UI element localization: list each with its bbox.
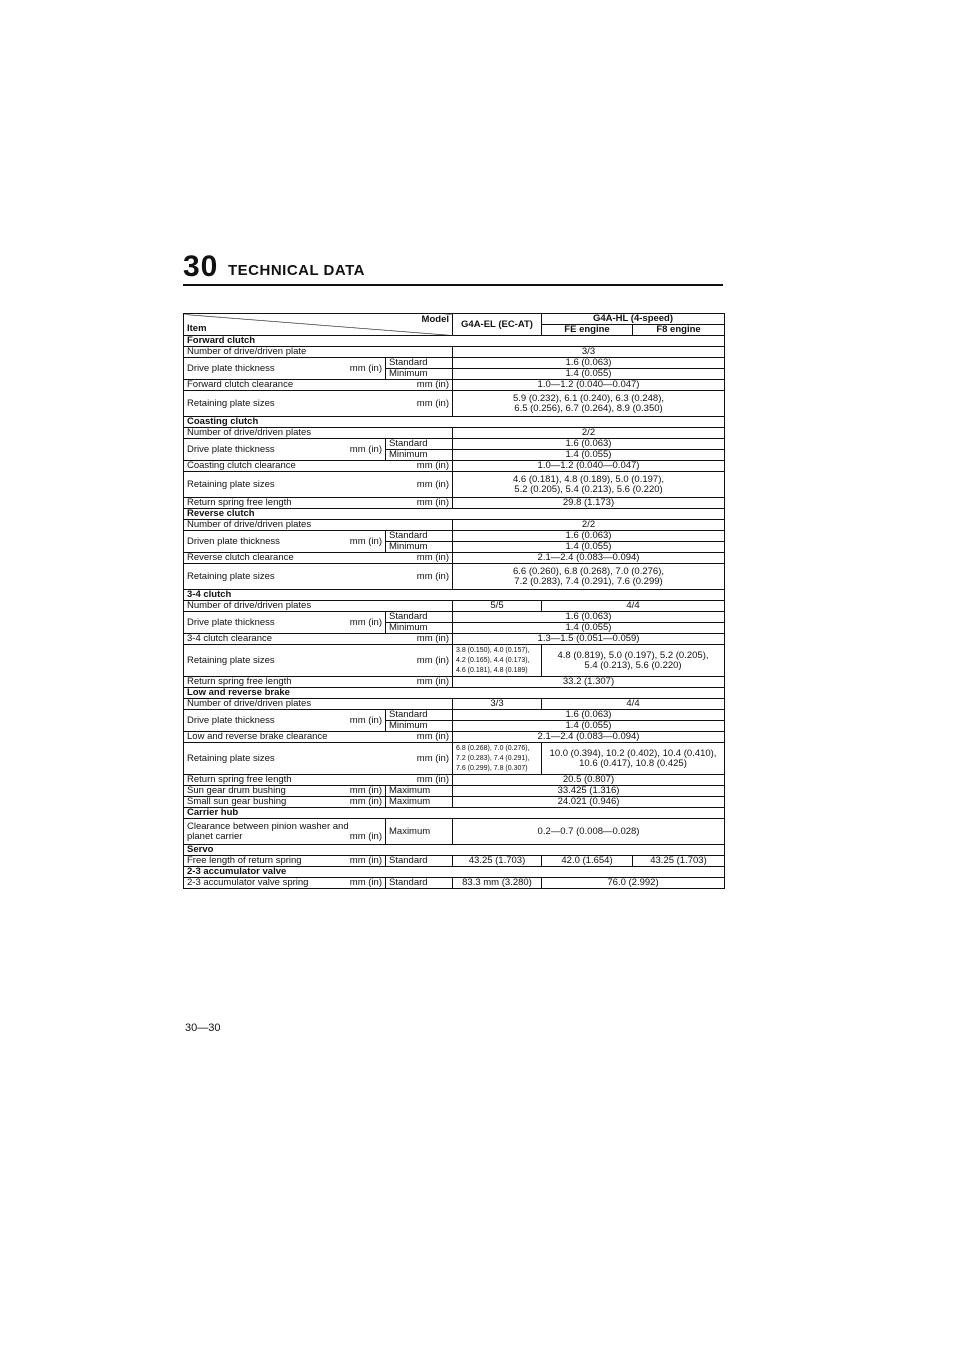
row-label: Return spring free length mm (in) — [184, 498, 453, 509]
chapter-number: 30 — [183, 250, 219, 283]
row-value: 33.425 (1.316) — [453, 786, 725, 797]
row-value: 1.6 (0.063) — [453, 710, 725, 721]
standard-label: Standard — [386, 531, 453, 542]
page-number: 30—30 — [185, 1022, 221, 1034]
section-reverse-clutch: Reverse clutch — [184, 509, 725, 520]
standard-label: Standard — [386, 358, 453, 369]
standard-label: Standard — [386, 612, 453, 623]
row-value: 1.3—1.5 (0.051—0.059) — [453, 634, 725, 645]
standard-label: Standard — [386, 878, 453, 889]
row-value: 29.8 (1.173) — [453, 498, 725, 509]
f8-engine-header: F8 engine — [633, 325, 725, 336]
row-value: 1.0—1.2 (0.040—0.047) — [453, 461, 725, 472]
row-value: 3/3 — [453, 347, 725, 358]
model-label: Model — [421, 314, 449, 325]
row-value: 1.4 (0.055) — [453, 721, 725, 732]
maximum-label: Maximum — [386, 786, 453, 797]
row-label: Drive plate thickness mm (in) — [184, 358, 386, 380]
row-label: Driven plate thickness mm (in) — [184, 531, 386, 553]
row-value-el: 83.3 mm (3.280) — [453, 878, 542, 889]
row-value: 33.2 (1.307) — [453, 677, 725, 688]
row-value: 1.0—1.2 (0.040—0.047) — [453, 380, 725, 391]
row-value-hl: 4/4 — [542, 699, 725, 710]
section-3-4-clutch: 3-4 clutch — [184, 590, 725, 601]
section-carrier-hub: Carrier hub — [184, 808, 725, 819]
row-value: 24.021 (0.946) — [453, 797, 725, 808]
row-label: Coasting clutch clearance mm (in) — [184, 461, 453, 472]
row-value: 6.6 (0.260), 6.8 (0.268), 7.0 (0.276), 7.2 (0.283), 7.4 (0.291), 7.6 (0.299) — [453, 564, 725, 590]
row-value-fe: 42.0 (1.654) — [542, 856, 633, 867]
row-label: Number of drive/driven plate — [184, 347, 453, 358]
section-forward-clutch: Forward clutch — [184, 336, 725, 347]
row-label: Drive plate thickness mm (in) — [184, 710, 386, 732]
row-label: Retaining plate sizes mm (in) — [184, 391, 453, 417]
standard-label: Standard — [386, 710, 453, 721]
row-value-el: 3/3 — [453, 699, 542, 710]
row-value: 2/2 — [453, 520, 725, 531]
row-value-hl: 4.8 (0.819), 5.0 (0.197), 5.2 (0.205), 5.4 (0.213), 5.6 (0.220) — [542, 645, 725, 677]
section-servo: Servo — [184, 845, 725, 856]
row-value-hl: 4/4 — [542, 601, 725, 612]
section-low-reverse-brake: Low and reverse brake — [184, 688, 725, 699]
maximum-label: Maximum — [386, 797, 453, 808]
row-label: Drive plate thickness mm (in) — [184, 439, 386, 461]
row-label: Retaining plate sizes mm (in) — [184, 743, 453, 775]
g4a-hl-header: G4A-HL (4-speed) — [542, 314, 725, 325]
minimum-label: Minimum — [386, 721, 453, 732]
row-value: 2/2 — [453, 428, 725, 439]
row-label: Free length of return spring mm (in) — [184, 856, 386, 867]
row-label: Return spring free length mm (in) — [184, 677, 453, 688]
row-label: Number of drive/driven plates — [184, 520, 453, 531]
row-value: 4.6 (0.181), 4.8 (0.189), 5.0 (0.197), 5.2 (0.205), 5.4 (0.213), 5.6 (0.220) — [453, 472, 725, 498]
row-value: 1.4 (0.055) — [453, 369, 725, 380]
row-value-el: 5/5 — [453, 601, 542, 612]
row-value: 1.6 (0.063) — [453, 612, 725, 623]
row-label: 2-3 accumulator valve spring mm (in) — [184, 878, 386, 889]
minimum-label: Minimum — [386, 542, 453, 553]
row-value: 1.6 (0.063) — [453, 439, 725, 450]
row-value: 2.1—2.4 (0.083—0.094) — [453, 732, 725, 743]
row-value-el: 3.8 (0.150), 4.0 (0.157), 4.2 (0.165), 4.4 (0.173), 4.6 (0.181), 4.8 (0.189) — [453, 645, 542, 677]
row-value: 1.6 (0.063) — [453, 531, 725, 542]
chapter-title: TECHNICAL DATA — [228, 262, 365, 279]
row-label: 3-4 clutch clearance mm (in) — [184, 634, 453, 645]
row-value: 1.4 (0.055) — [453, 450, 725, 461]
row-label: Clearance between pinion washer and planet carrier mm (in) — [184, 819, 386, 845]
row-label: Number of drive/driven plates — [184, 601, 453, 612]
standard-label: Standard — [386, 856, 453, 867]
minimum-label: Minimum — [386, 450, 453, 461]
page-header — [183, 248, 723, 288]
row-label: Drive plate thickness mm (in) — [184, 612, 386, 634]
row-value: 1.6 (0.063) — [453, 358, 725, 369]
standard-label: Standard — [386, 439, 453, 450]
row-label: Forward clutch clearance mm (in) — [184, 380, 453, 391]
g4a-el-header: G4A-EL (EC-AT) — [453, 314, 542, 336]
row-value-hl: 10.0 (0.394), 10.2 (0.402), 10.4 (0.410), 10.6 (0.417), 10.8 (0.425) — [542, 743, 725, 775]
minimum-label: Minimum — [386, 369, 453, 380]
row-value: 1.4 (0.055) — [453, 623, 725, 634]
section-accumulator-valve: 2-3 accumulator valve — [184, 867, 725, 878]
header-item-model-cell — [184, 314, 453, 336]
row-value: 5.9 (0.232), 6.1 (0.240), 6.3 (0.248), 6.5 (0.256), 6.7 (0.264), 8.9 (0.350) — [453, 391, 725, 417]
row-value-el: 43.25 (1.703) — [453, 856, 542, 867]
item-label: Item — [187, 323, 207, 334]
row-label: Sun gear drum bushing mm (in) — [184, 786, 386, 797]
row-value: 20.5 (0.807) — [453, 775, 725, 786]
row-value-f8: 43.25 (1.703) — [633, 856, 725, 867]
row-label: Small sun gear bushing mm (in) — [184, 797, 386, 808]
row-value: 0.2—0.7 (0.008—0.028) — [453, 819, 725, 845]
row-label: Retaining plate sizes mm (in) — [184, 645, 453, 677]
row-label: Low and reverse brake clearance mm (in) — [184, 732, 453, 743]
fe-engine-header: FE engine — [542, 325, 633, 336]
maximum-label: Maximum — [386, 819, 453, 845]
row-label: Retaining plate sizes mm (in) — [184, 472, 453, 498]
row-label: Reverse clutch clearance mm (in) — [184, 553, 453, 564]
row-value-el: 6.8 (0.268), 7.0 (0.276), 7.2 (0.283), 7.4 (0.291), 7.6 (0.299), 7.8 (0.307) — [453, 743, 542, 775]
row-label: Number of drive/driven plates — [184, 699, 453, 710]
row-label: Number of drive/driven plates — [184, 428, 453, 439]
section-coasting-clutch: Coasting clutch — [184, 417, 725, 428]
row-value: 1.4 (0.055) — [453, 542, 725, 553]
row-label: Return spring free length mm (in) — [184, 775, 453, 786]
spec-table — [183, 313, 725, 889]
row-label: Retaining plate sizes mm (in) — [184, 564, 453, 590]
header-rule — [183, 284, 723, 286]
minimum-label: Minimum — [386, 623, 453, 634]
row-value: 2.1—2.4 (0.083—0.094) — [453, 553, 725, 564]
row-value-hl: 76.0 (2.992) — [542, 878, 725, 889]
